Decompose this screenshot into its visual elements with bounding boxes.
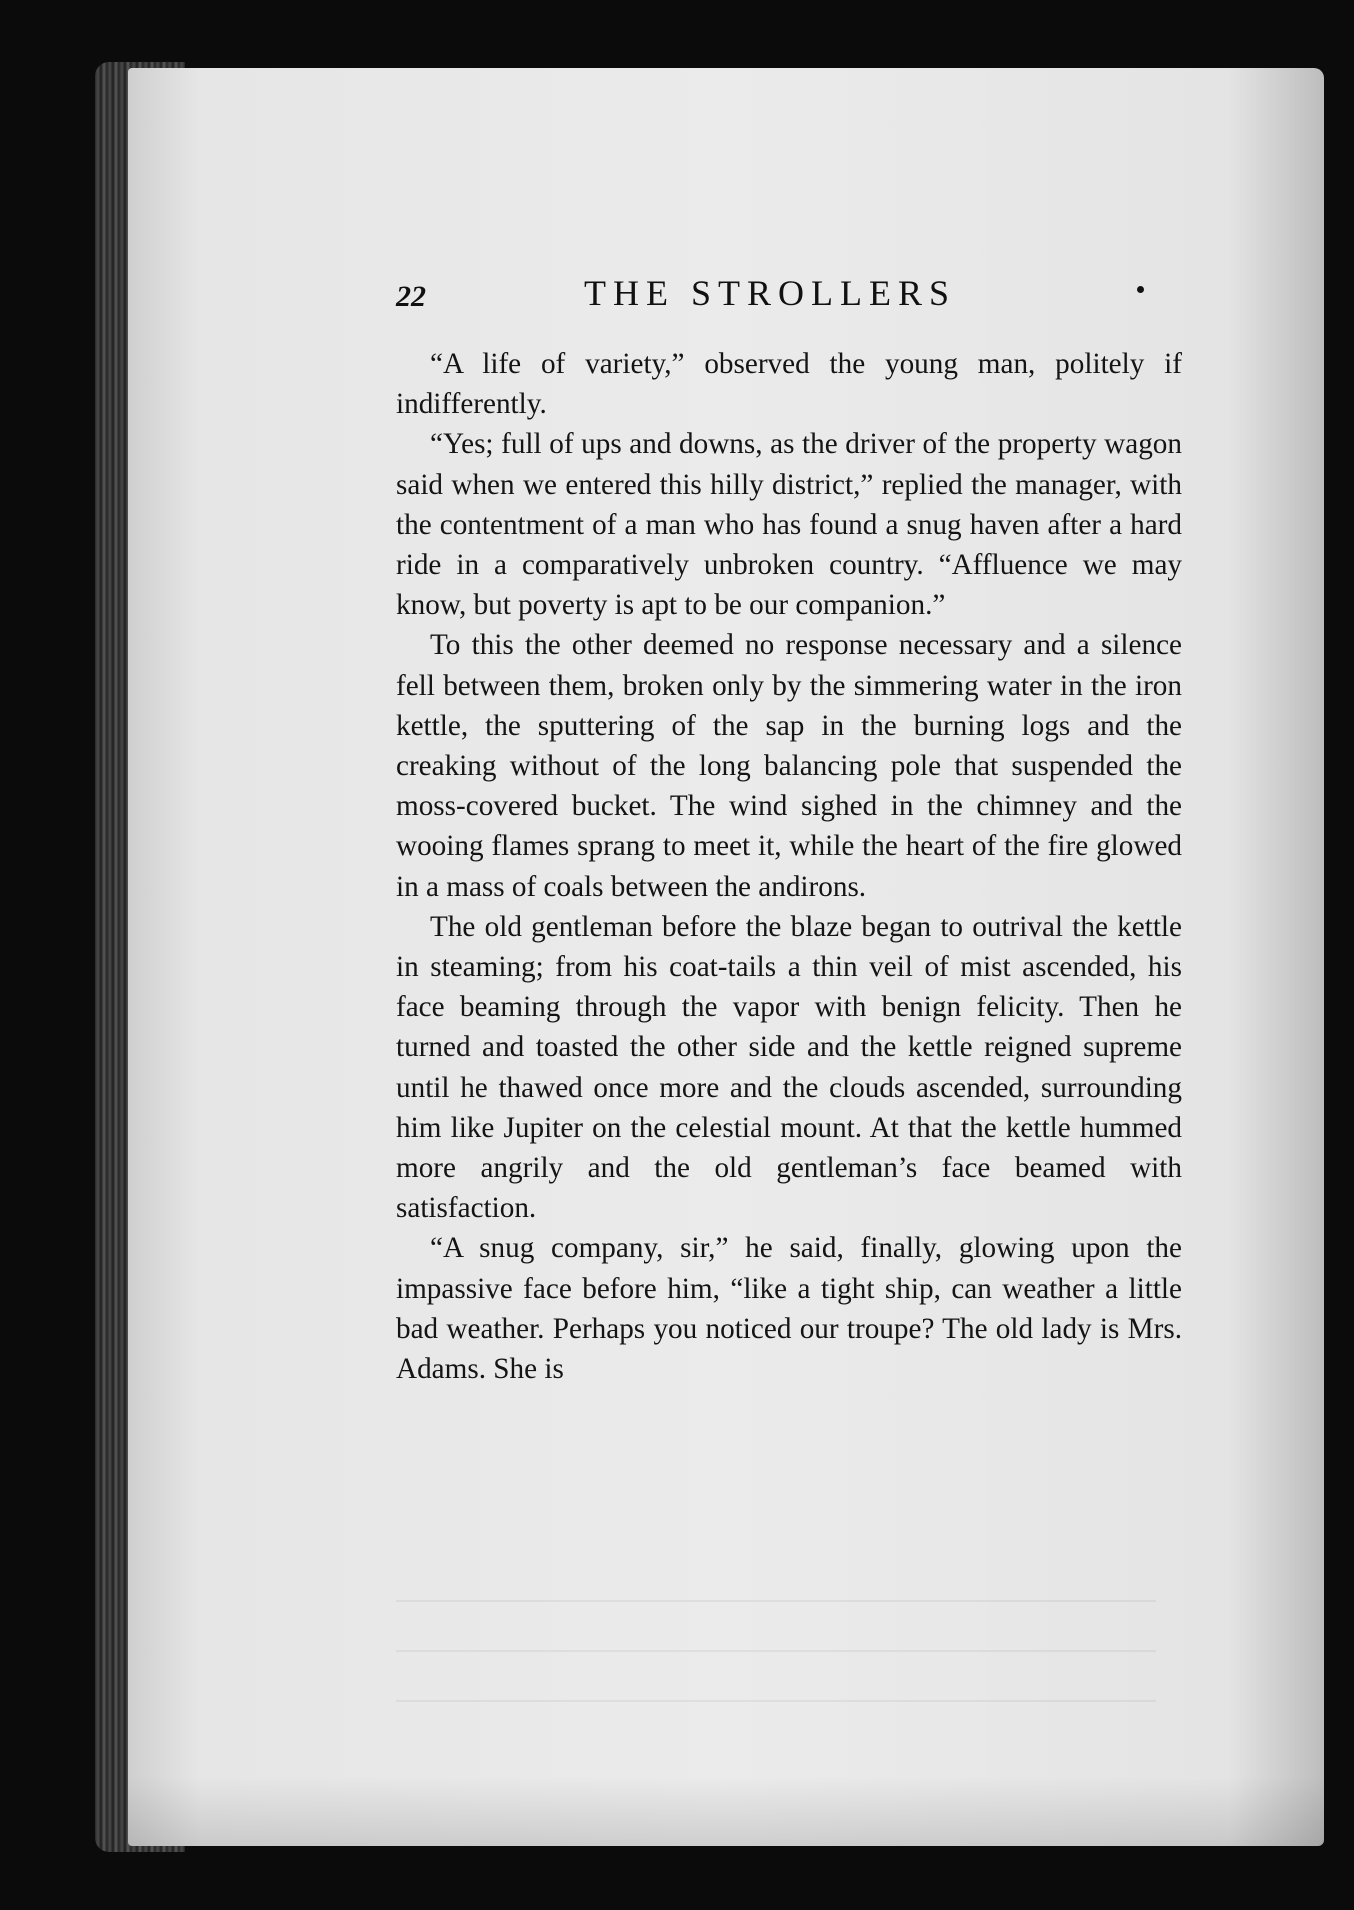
bleed-through-line [396, 1600, 1156, 1602]
paragraph: The old gentleman before the blaze began to outrival the kettle in steaming; from his coat-tails a thin veil of mist ascended, his face beaming through the vapor with benign felicity. Then he turned and toasted the other side and the kettle reigned supreme until he thawed once more and the clouds ascended, surrounding him like Jupiter on the celestial mount. At that the kettle hummed more angrily and the old gentleman’s face beamed with satisfaction. [396, 910, 1182, 1225]
bleed-through-line [396, 1700, 1156, 1702]
paragraph: “A life of variety,” observed the young man, politely if indifferently. [396, 348, 1182, 421]
page-header [396, 272, 1186, 322]
paragraph: “A snug company, sir,” he said, finally, glowing upon the impassive face before him, “like a tight ship, can weather a little bad weather. Perhaps you noticed our troupe? The old lady is Mrs. Adams. She is [396, 1232, 1182, 1386]
body-text [396, 344, 1182, 1389]
bleed-through-line [396, 1650, 1156, 1652]
page-number: 22 [396, 280, 426, 313]
header-dot [1137, 286, 1144, 293]
paragraph: “Yes; full of ups and downs, as the driver of the property wagon said when we entered this hilly district,” replied the manager, with the contentment of a man who has found a snug haven after a hard ride in a comparatively unbroken country. “Affluence we may know, but poverty is apt to be our companion.” [396, 428, 1182, 622]
running-title: THE STROLLERS [584, 273, 957, 313]
paragraph: To this the other deemed no response necessary and a silence fell between them, broken only by the simmering water in the iron kettle, the sputtering of the sap in the burning logs and the creaking without of the long balancing pole that suspended the moss-covered bucket. The wind sighed in the chimney and the wooing flames sprang to meet it, while the heart of the fire glowed in a mass of coals between the andirons. [396, 629, 1182, 903]
